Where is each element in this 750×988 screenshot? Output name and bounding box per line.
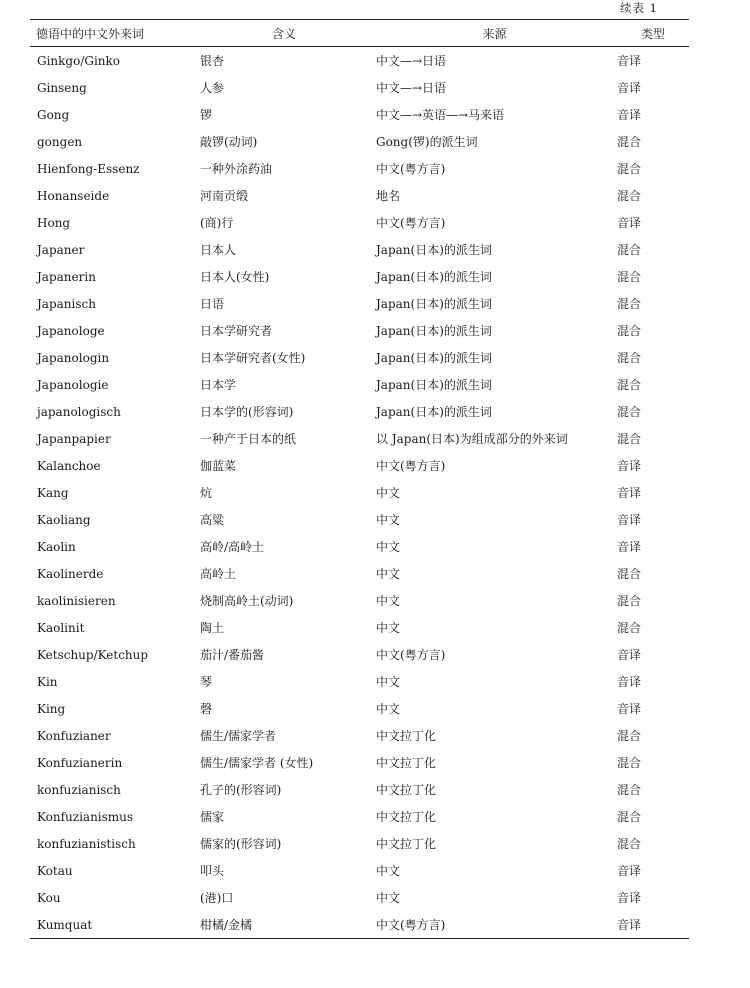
- table-row: [30, 776, 689, 803]
- cell-german-word: Japanpapier: [37, 431, 111, 446]
- table-row: [30, 317, 689, 344]
- table-row: [30, 614, 689, 641]
- cell-type: 音译: [617, 108, 642, 122]
- cell-source: 中文—→日语: [376, 54, 447, 68]
- cell-meaning: 高粱: [200, 513, 225, 527]
- cell-type: 混合: [617, 837, 642, 851]
- cell-type: 混合: [617, 324, 642, 338]
- cell-german-word: Japanologie: [37, 377, 109, 392]
- cell-source: Japan(日本)的派生词: [376, 297, 492, 311]
- header-meaning: 含义: [271, 26, 296, 41]
- cell-meaning: 敲锣(动词): [200, 135, 258, 149]
- cell-meaning: 陶土: [200, 621, 225, 635]
- cell-german-word: Kaoliang: [37, 512, 91, 527]
- cell-type: 混合: [617, 351, 642, 365]
- cell-type: 混合: [617, 621, 642, 635]
- table-row: [30, 560, 689, 587]
- cell-german-word: Kumquat: [37, 917, 93, 932]
- cell-type: 混合: [617, 783, 642, 797]
- table-row: [30, 263, 689, 290]
- cell-source: 中文(粤方言): [376, 162, 446, 176]
- cell-source: 中文拉丁化: [376, 729, 437, 743]
- cell-german-word: Kalanchoe: [37, 458, 101, 473]
- table-row: [30, 803, 689, 830]
- cell-source: 中文: [376, 540, 401, 554]
- cell-meaning: 高岭/高岭土: [200, 540, 265, 554]
- cell-meaning: 孔子的(形容词): [200, 783, 282, 797]
- cell-german-word: Kou: [37, 890, 61, 905]
- cell-german-word: Konfuzianer: [37, 728, 111, 743]
- table-row: [30, 722, 689, 749]
- table-row: [30, 236, 689, 263]
- cell-source: 地名: [376, 189, 401, 203]
- cell-meaning: 炕: [200, 486, 213, 500]
- cell-meaning: 日本人(女性): [200, 270, 270, 284]
- cell-type: 混合: [617, 432, 642, 446]
- cell-source: 中文拉丁化: [376, 837, 437, 851]
- table-row: [30, 74, 689, 101]
- cell-type: 混合: [617, 243, 642, 257]
- table-row: [30, 587, 689, 614]
- cell-german-word: Kin: [37, 674, 58, 689]
- cell-source: 中文: [376, 891, 401, 905]
- continuation-label: 续表 1: [620, 1, 658, 15]
- table-row: [30, 344, 689, 371]
- table-row: [30, 209, 689, 236]
- cell-german-word: Kang: [37, 485, 69, 500]
- cell-type: 音译: [617, 864, 642, 878]
- cell-source: Japan(日本)的派生词: [376, 405, 492, 419]
- table-row: [30, 857, 689, 884]
- cell-type: 音译: [617, 675, 642, 689]
- cell-german-word: Japanologin: [37, 350, 110, 365]
- cell-type: 混合: [617, 270, 642, 284]
- cell-source: Japan(日本)的派生词: [376, 243, 492, 257]
- cell-meaning: 茄汁/番茄酱: [200, 648, 265, 662]
- table-row: [30, 695, 689, 722]
- cell-source: 中文: [376, 594, 401, 608]
- table-row: [30, 479, 689, 506]
- cell-meaning: (港)口: [200, 891, 234, 905]
- table-row: [30, 425, 689, 452]
- cell-type: 音译: [617, 702, 642, 716]
- cell-german-word: Kaolinerde: [37, 566, 104, 581]
- cell-source: 中文: [376, 675, 401, 689]
- cell-german-word: gongen: [37, 134, 83, 149]
- cell-meaning: 儒生/儒家学者 (女性): [200, 756, 314, 770]
- cell-german-word: kaolinisieren: [37, 593, 116, 608]
- loanword-table: [30, 19, 689, 939]
- table-row: [30, 155, 689, 182]
- cell-german-word: Japaner: [37, 242, 85, 257]
- cell-meaning: 日本人: [200, 243, 237, 257]
- cell-german-word: Ginkgo/Ginko: [37, 53, 121, 68]
- cell-meaning: 磬: [200, 702, 213, 716]
- table-row: [30, 830, 689, 857]
- cell-meaning: 日本学: [200, 378, 237, 392]
- cell-type: 音译: [617, 81, 642, 95]
- table-header-row: [30, 20, 689, 47]
- cell-type: 混合: [617, 810, 642, 824]
- cell-type: 音译: [617, 540, 642, 554]
- cell-german-word: Hong: [37, 215, 71, 230]
- cell-german-word: Japanologe: [37, 323, 105, 338]
- cell-type: 混合: [617, 162, 642, 176]
- cell-source: 中文: [376, 486, 401, 500]
- cell-meaning: 一种产于日本的纸: [200, 432, 297, 446]
- header-source: 来源: [482, 26, 507, 41]
- header-german-word: 德语中的中文外来词: [36, 26, 145, 41]
- cell-type: 混合: [617, 756, 642, 770]
- cell-source: 中文—→英语—→马来语: [376, 108, 505, 122]
- cell-german-word: Konfuzianismus: [37, 809, 134, 824]
- cell-source: 中文拉丁化: [376, 783, 437, 797]
- table-row: [30, 749, 689, 776]
- header-type: 类型: [640, 26, 665, 41]
- cell-german-word: Japanerin: [37, 269, 96, 284]
- table-row: [30, 290, 689, 317]
- cell-source: Gong(锣)的派生词: [376, 135, 478, 149]
- table-row: [30, 641, 689, 668]
- cell-source: 中文: [376, 567, 401, 581]
- cell-german-word: Ginseng: [37, 80, 87, 95]
- table-row: [30, 128, 689, 155]
- cell-german-word: Ketschup/Ketchup: [37, 647, 149, 662]
- cell-source: 中文拉丁化: [376, 756, 437, 770]
- cell-source: 以 Japan(日本)为组成部分的外来词: [376, 432, 568, 446]
- cell-german-word: King: [37, 701, 66, 716]
- table-row: [30, 668, 689, 695]
- cell-source: 中文(粤方言): [376, 459, 446, 473]
- cell-meaning: 高岭土: [200, 567, 237, 581]
- cell-source: 中文: [376, 864, 401, 878]
- cell-type: 音译: [617, 216, 642, 230]
- cell-source: Japan(日本)的派生词: [376, 324, 492, 338]
- cell-german-word: Konfuzianerin: [37, 755, 123, 770]
- cell-type: 混合: [617, 405, 642, 419]
- cell-meaning: 儒家的(形容词): [200, 837, 282, 851]
- cell-type: 音译: [617, 648, 642, 662]
- cell-german-word: konfuzianistisch: [37, 836, 136, 851]
- cell-meaning: 儒家: [200, 810, 225, 824]
- table-row: [30, 533, 689, 560]
- cell-meaning: 人参: [200, 81, 225, 95]
- cell-source: 中文(粤方言): [376, 918, 446, 932]
- cell-type: 混合: [617, 135, 642, 149]
- cell-meaning: 日本学研究者: [200, 324, 273, 338]
- cell-meaning: 柑橘/金橘: [200, 918, 253, 932]
- table-body: [30, 47, 689, 939]
- cell-german-word: Kotau: [37, 863, 73, 878]
- cell-german-word: Gong: [37, 107, 70, 122]
- table-row: [30, 911, 689, 939]
- cell-meaning: 日本学研究者(女性): [200, 351, 306, 365]
- cell-type: 音译: [617, 54, 642, 68]
- cell-type: 混合: [617, 594, 642, 608]
- table-row: [30, 182, 689, 209]
- cell-type: 音译: [617, 459, 642, 473]
- cell-meaning: 琴: [200, 675, 213, 689]
- cell-meaning: 河南贡缎: [200, 189, 249, 203]
- cell-type: 混合: [617, 567, 642, 581]
- cell-source: 中文: [376, 621, 401, 635]
- cell-meaning: 烧制高岭土(动词): [200, 594, 294, 608]
- cell-type: 音译: [617, 486, 642, 500]
- cell-source: 中文拉丁化: [376, 810, 437, 824]
- cell-german-word: Kaolinit: [37, 620, 85, 635]
- table-row: [30, 398, 689, 425]
- cell-german-word: Hienfong-Essenz: [37, 161, 140, 176]
- cell-meaning: 叩头: [200, 864, 225, 878]
- cell-meaning: 日语: [200, 297, 225, 311]
- cell-german-word: konfuzianisch: [37, 782, 121, 797]
- cell-german-word: Kaolin: [37, 539, 76, 554]
- cell-type: 混合: [617, 297, 642, 311]
- cell-meaning: 伽蓝菜: [200, 459, 237, 473]
- cell-meaning: 银杏: [200, 54, 225, 68]
- cell-source: Japan(日本)的派生词: [376, 270, 492, 284]
- table-row: [30, 452, 689, 479]
- cell-meaning: 锣: [200, 108, 213, 122]
- cell-meaning: 日本学的(形容词): [200, 405, 294, 419]
- cell-type: 音译: [617, 918, 642, 932]
- cell-source: 中文(粤方言): [376, 216, 446, 230]
- table-row: [30, 506, 689, 533]
- cell-source: 中文—→日语: [376, 81, 447, 95]
- cell-source: Japan(日本)的派生词: [376, 351, 492, 365]
- table-row: [30, 371, 689, 398]
- cell-meaning: 一种外涂药油: [200, 162, 273, 176]
- cell-type: 音译: [617, 513, 642, 527]
- table-row: [30, 884, 689, 911]
- cell-source: 中文: [376, 702, 401, 716]
- table-row: [30, 101, 689, 128]
- cell-type: 混合: [617, 729, 642, 743]
- cell-german-word: japanologisch: [37, 404, 121, 419]
- cell-source: 中文: [376, 513, 401, 527]
- cell-source: Japan(日本)的派生词: [376, 378, 492, 392]
- cell-meaning: 儒生/儒家学者: [200, 729, 277, 743]
- cell-german-word: Honanseide: [37, 188, 110, 203]
- cell-german-word: Japanisch: [37, 296, 96, 311]
- cell-type: 音译: [617, 891, 642, 905]
- cell-type: 混合: [617, 378, 642, 392]
- table-row: [30, 47, 689, 75]
- cell-source: 中文(粤方言): [376, 648, 446, 662]
- cell-meaning: (商)行: [200, 216, 234, 230]
- cell-type: 混合: [617, 189, 642, 203]
